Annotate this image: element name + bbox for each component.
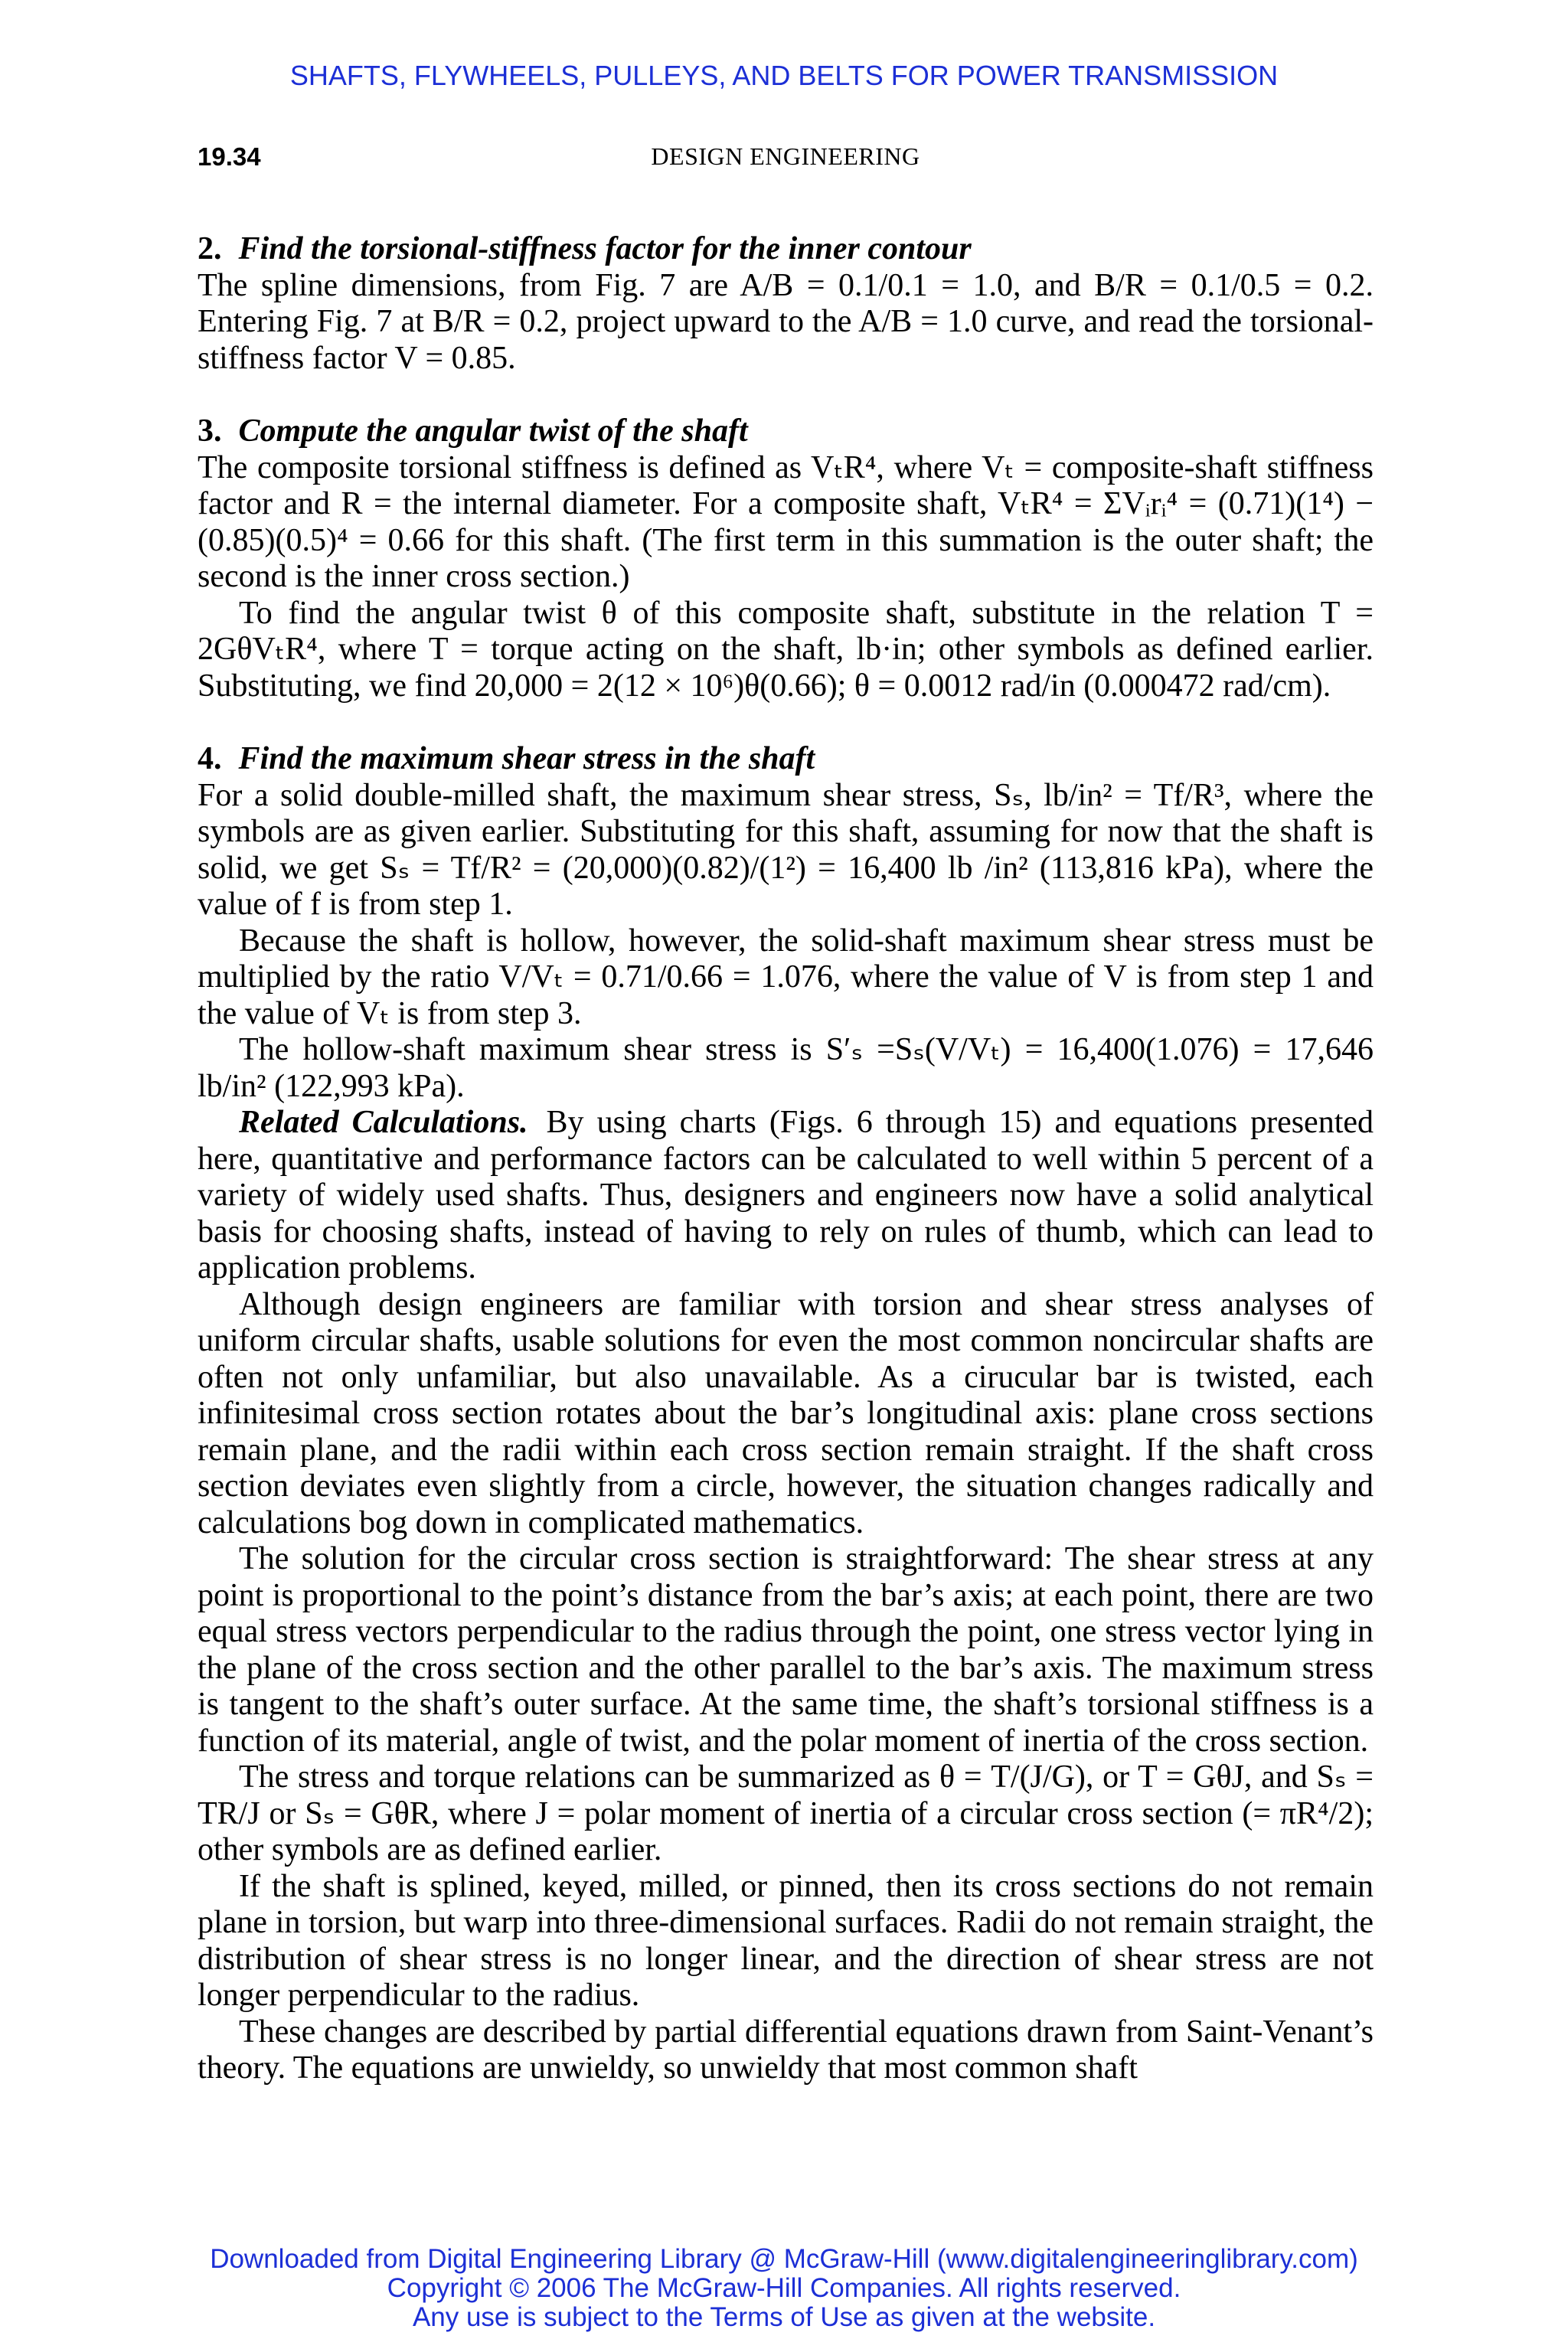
terms-of-use-notice: Any use is subject to the Terms of Use as given at the website.: [412, 2302, 1156, 2332]
step-2-paragraph: The spline dimensions, from Fig. 7 are A/B = 0.1/0.1 = 1.0, and B/R = 0.1/0.5 = 0.2. Entering Fig. 7 at B/R = 0.2, project upward to the A/B = 1.0 curve, and read the torsional-stiffness factor V = 0.85.: [198, 267, 1374, 376]
related-calculations-label: Related Calculations.: [239, 1105, 528, 1140]
copyright-footer: [0, 2245, 1568, 2332]
step-3-heading: 3. Compute the angular twist of the shaft: [198, 413, 748, 449]
step-4-paragraph-1: For a solid double-milled shaft, the maximum shear stress, Sₛ, lb/in² = Tf/R³, where the symbols are as given earlier. Substituting for this shaft, assuming for now that the shaft is solid, we get Sₛ = Tf/R² = (20,000)(0.82)/(1²) = 16,400 lb /in² (113,816 kPa), where the value of f is from step 1.: [198, 777, 1374, 922]
page-number: 19.34: [198, 142, 261, 171]
step-4-paragraph-3: The hollow-shaft maximum shear stress is S′ₛ =Sₛ(V/Vₜ) = 16,400(1.076) = 17,646 lb/in² (122,993 kPa).: [198, 1032, 1374, 1104]
book-section-banner: SHAFTS, FLYWHEELS, PULLEYS, AND BELTS FOR POWER TRANSMISSION: [289, 60, 1279, 91]
body-paragraph: The stress and torque relations can be summarized as θ = T/(J/G), or T = GθJ, and Sₛ = TR/J or Sₛ = GθR, where J = polar moment of inertia of a circular cross section (= πR⁴/2); other symbols are as defined earlier.: [198, 1759, 1374, 1867]
step-2-heading: 2. Find the torsional-stiffness factor for the inner contour: [198, 231, 972, 266]
related-calculations-paragraph: Related Calculations. By using charts (Figs. 6 through 15) and equations presented here, quantitative and performance factors can be calculated to well within 5 percent of a variety of widely used shafts. Thus, designers and engineers now have a solid analytical basis for choosing shafts, instead of having to rely on rules of thumb, which can lead to application problems.: [198, 1105, 1374, 1285]
body-paragraph: The solution for the circular cross section is straightforward: The shear stress at any point is proportional to the point’s distance from the bar’s axis; at each point, there are two equal stress vectors perpendicular to the radius through the point, one stress vector lying in the plane of the cross section and the other parallel to the bar’s axis. The maximum stress is tangent to the shaft’s outer surface. At the same time, the shaft’s torsional stiffness is a function of its material, angle of twist, and the polar moment of inertia of the cross section.: [198, 1541, 1374, 1759]
running-head-title: DESIGN ENGINEERING: [651, 142, 920, 170]
step-3-paragraph-2: To find the angular twist θ of this composite shaft, substitute in the relation T = 2GθVₜR⁴, where T = torque acting on the shaft, lb·in; other symbols as defined earlier. Substituting, we find 20,000 = 2(12 × 10⁶)θ(0.66); θ = 0.0012 rad/in (0.000472 rad/cm).: [198, 595, 1374, 704]
step-4-paragraph-2: Because the shaft is hollow, however, the solid-shaft maximum shear stress must be multiplied by the ratio V/Vₜ = 0.71/0.66 = 1.076, where the value of V is from step 1 and the value of Vₜ is from step 3.: [198, 923, 1374, 1031]
step-4-heading: 4. Find the maximum shear stress in the shaft: [198, 741, 815, 776]
copyright-notice: Copyright © 2006 The McGraw-Hill Companies. All rights reserved.: [387, 2273, 1181, 2303]
body-paragraph: These changes are described by partial differential equations drawn from Saint-Venant’s theory. The equations are unwieldy, so unwieldy that most common shaft: [198, 2014, 1374, 2086]
step-3-paragraph-1: The composite torsional stiffness is defined as VₜR⁴, where Vₜ = composite-shaft stiffness factor and R = the internal diameter. For a composite shaft, VₜR⁴ = ΣVᵢrᵢ⁴ = (0.71)(1⁴) − (0.85)(0.5)⁴ = 0.66 for this shaft. (The first term in this summation is the outer shaft; the second is the inner cross section.): [198, 449, 1374, 594]
body-paragraph: Although design engineers are familiar with torsion and shear stress analyses of uniform circular shafts, usable solutions for even the most common noncircular shafts are often not only unfamiliar, but also unavailable. As a cirucular bar is twisted, each infinitesimal cross section rotates about the bar’s longitudinal axis: plane cross sections remain plane, and the radii within each cross section remain straight. If the shaft cross section deviates even slightly from a circle, however, the situation changes radically and calculations bog down in complicated mathematics.: [198, 1286, 1374, 1540]
page-content: [198, 231, 1374, 2087]
running-head: [198, 142, 1374, 171]
body-paragraph: If the shaft is splined, keyed, milled, or pinned, then its cross sections do not remain plane in torsion, but warp into three-dimensional surfaces. Radii do not remain straight, the distribution of shear stress is no longer linear, and the direction of shear stress are not longer perpendicular to the radius.: [198, 1868, 1374, 2013]
download-notice[interactable]: Downloaded from Digital Engineering Library @ McGraw-Hill (www.digitalengineeringlibrary.com): [210, 2244, 1358, 2274]
